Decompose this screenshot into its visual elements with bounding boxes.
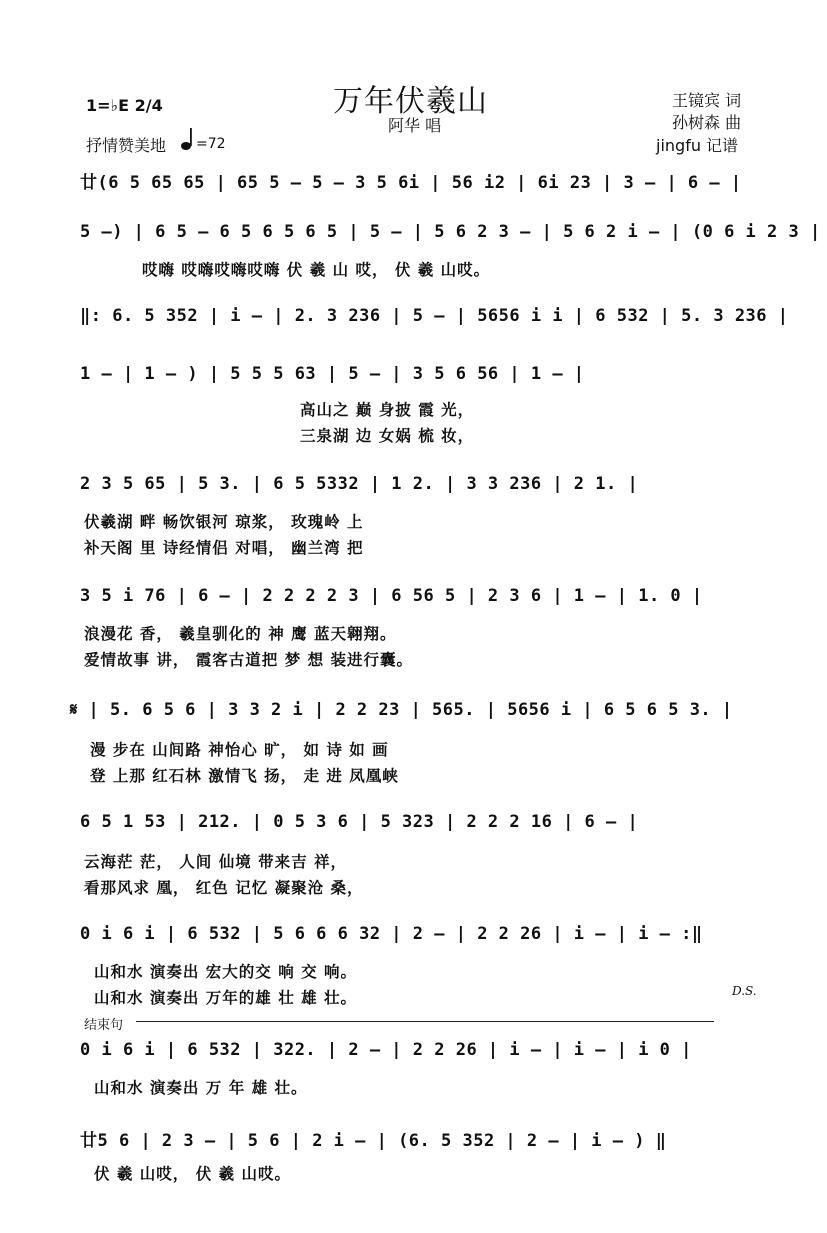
score-line-5-lyric-2: 补天阁 里 诗经情侣 对唱， 幽兰湾 把 [84, 539, 364, 557]
expression-mark: 抒情赞美地 [86, 136, 167, 155]
ending-label: 结束句 [84, 1018, 124, 1033]
score-line-5-notes: 2 3 5 65 | 5 3. | 6 5 5332 | 1 2. | 3 3 236 | 2 1. | [80, 474, 639, 494]
lyricist: 王镜宾 词 [672, 91, 742, 110]
score-line-1-notes: 廿(6 5 65 65 | 65 5 – 5 – 3 5 6i | 56 i2 | 6i 23 | 3 – | 6 – | [80, 173, 742, 193]
dal-segno-mark: D.S. [732, 984, 757, 998]
score-line-4-lyric-2: 三泉湖 边 女娲 梳 妆， [300, 427, 475, 445]
score-line-2-notes: 5 –) | 6 5 – 6 5 6 5 6 5 | 5 – | 5 6 2 3 – | 5 6 2 i – | (0 6 i 2 3 | [80, 222, 821, 242]
quarter-note-icon [180, 126, 196, 156]
score-line-2-lyric-1: 哎嗨 哎嗨哎嗨哎嗨 伏 羲 山 哎， 伏 羲 山哎。 [142, 261, 491, 279]
score-line-9-lyric-2: 山和水 演奏出 万年的雄 壮 雄 壮。 [94, 989, 357, 1007]
score-line-7-notes: 𝄋 | 5. 6 5 6 | 3 3 2 i | 2 2 23 | 565. | 5656 i | 6 5 6 5 3. | [70, 700, 733, 720]
score-line-6-notes: 3 5 i 76 | 6 – | 2 2 2 2 3 | 6 56 5 | 2 3 6 | 1 – | 1. 0 | [80, 586, 703, 606]
transcriber: jingfu 记谱 [656, 136, 739, 155]
score-line-8-lyric-1: 云海茫 茫， 人间 仙境 带来吉 祥， [84, 853, 347, 871]
score-line-7-lyric-2: 登 上那 红石林 激情飞 扬， 走 进 凤凰峡 [90, 767, 399, 785]
score-line-9-notes: 0 i 6 i | 6 532 | 5 6 6 6 32 | 2 – | 2 2 26 | i – | i – :‖ [80, 924, 703, 944]
score-line-7-lyric-1: 漫 步在 山间路 神怡心 旷， 如 诗 如 画 [90, 741, 389, 759]
song-title: 万年伏羲山 [333, 84, 488, 119]
score-line-10-notes: 0 i 6 i | 6 532 | 322. | 2 – | 2 2 26 | i – | i – | i 0 | [80, 1040, 692, 1060]
score-line-9-lyric-1: 山和水 演奏出 宏大的交 响 交 响。 [94, 963, 357, 981]
score-line-8-notes: 6 5 1 53 | 212. | 0 5 3 6 | 5 323 | 2 2 2 16 | 6 – | [80, 812, 639, 832]
key-signature: 1=♭E 2/4 [86, 96, 163, 115]
score-line-11-lyric-1: 伏 羲 山哎， 伏 羲 山哎。 [94, 1165, 291, 1183]
score-line-11-notes: 廿5 6 | 2 3 – | 5 6 | 2 i – | (6. 5 352 | 2 – | i – ) ‖ [80, 1131, 667, 1151]
score-line-6-lyric-2: 爱情故事 讲， 霞客古道把 梦 想 装进行囊。 [84, 651, 413, 669]
score-line-5-lyric-1: 伏羲湖 畔 畅饮银河 琼浆， 玫瑰岭 上 [84, 513, 364, 531]
score-line-8-lyric-2: 看那风求 凰， 红色 记忆 凝聚沧 桑， [84, 879, 364, 897]
score-line-6-lyric-1: 浪漫花 香， 羲皇驯化的 神 鹰 蓝天翱翔。 [84, 625, 397, 643]
score-line-10-lyric-1: 山和水 演奏出 万 年 雄 壮。 [94, 1079, 308, 1097]
tempo-mark: =72 [196, 136, 226, 152]
composer: 孙树森 曲 [672, 113, 742, 132]
score-line-3-notes: ‖: 6. 5 352 | i – | 2. 3 236 | 5 – | 5656 i i | 6 532 | 5. 3 236 | [80, 306, 789, 326]
ending-bracket [136, 1021, 714, 1022]
score-line-4-notes: 1 – | 1 – ) | 5 5 5 63 | 5 – | 3 5 6 56 | 1 – | [80, 364, 585, 384]
score-line-4-lyric-1: 高山之 巅 身披 霞 光， [300, 401, 475, 419]
singer: 阿华 唱 [388, 116, 442, 135]
